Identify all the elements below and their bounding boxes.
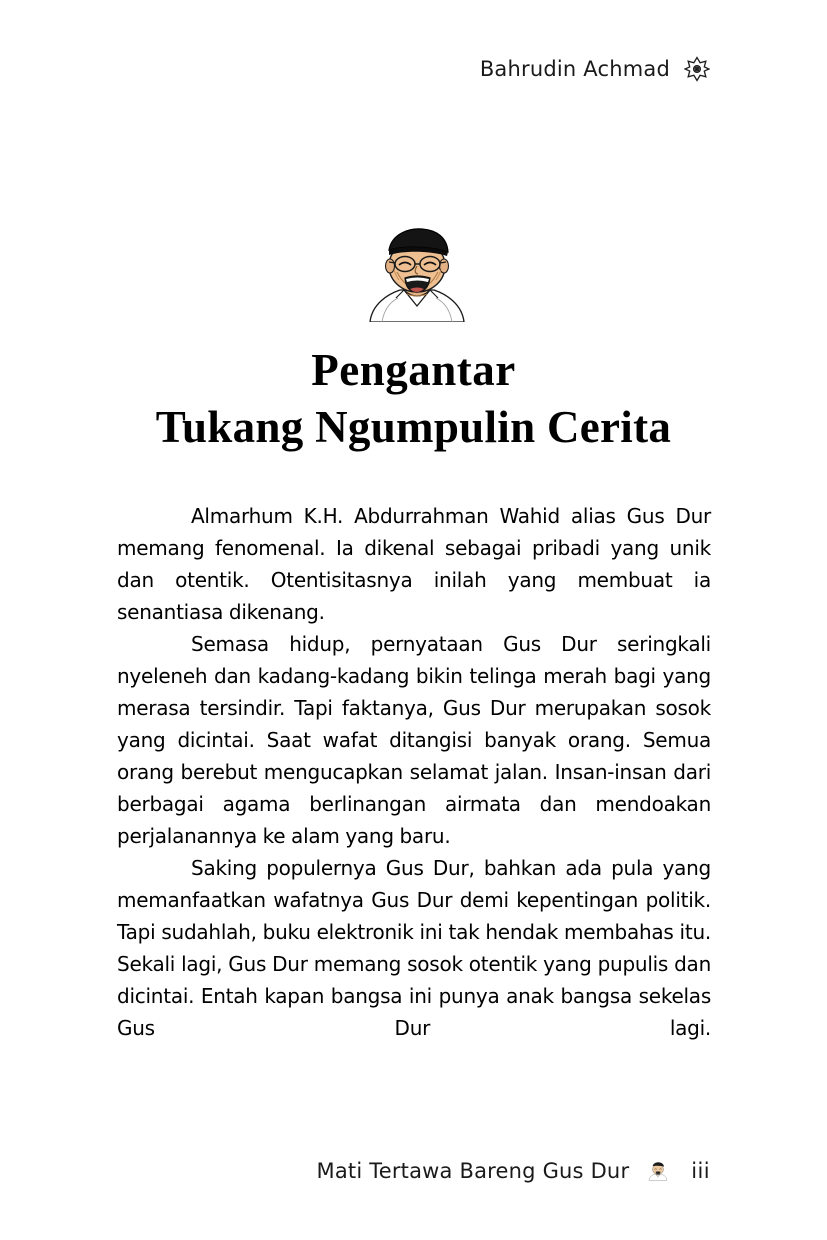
paragraph: Semasa hidup, pernyataan Gus Dur seringkali nyeleneh dan kadang-kadang bikin telinga merah bagi yang merasa tersindir. Tapi faktanya, Gus Dur merupakan sosok yang dicintai. Saat wafat ditangisi banyak orang. Semua orang berebut mengucapkan selamat jalan. Insan-insan dari berbagai agama berlinangan airmata dan mendoakan perjalanannya ke alam yang baru. — [117, 632, 711, 848]
paragraph: Almarhum K.H. Abdurrahman Wahid alias Gus Dur memang fenomenal. Ia dikenal sebagai pribadi yang unik dan otentik. Otentisitasnya inilah yang membuat ia senantiasa dikenang. — [117, 504, 711, 624]
ornament-star-icon — [684, 56, 710, 82]
paragraph: Saking populernya Gus Dur, bahkan ada pula yang memanfaatkan wafatnya Gus Dur demi kepentingan politik. Tapi sudahlah, buku elektronik ini tak hendak membahas itu. Sekali lagi, Gus Dur memang sosok otentik yang pupulis dan dicintai. Entah kapan bangsa ini punya anak bangsa sekelas Gus Dur lagi. — [117, 856, 711, 1040]
running-footer — [317, 1154, 710, 1188]
gus-dur-caricature-icon — [360, 226, 474, 322]
header-author-name: Bahrudin Achmad — [479, 57, 670, 81]
running-header — [480, 52, 710, 86]
chapter-illustration — [0, 226, 827, 322]
footer-book-title: Mati Tertawa Bareng Gus Dur — [316, 1159, 630, 1183]
chapter-title-line-2: Tukang Ngumpulin Cerita — [155, 402, 672, 453]
chapter-title-line-1: Pengantar — [311, 345, 516, 396]
body-text — [117, 500, 711, 1076]
page-number: iii — [691, 1159, 710, 1183]
page-title — [0, 343, 827, 455]
gus-dur-caricature-small-icon — [629, 1159, 691, 1183]
